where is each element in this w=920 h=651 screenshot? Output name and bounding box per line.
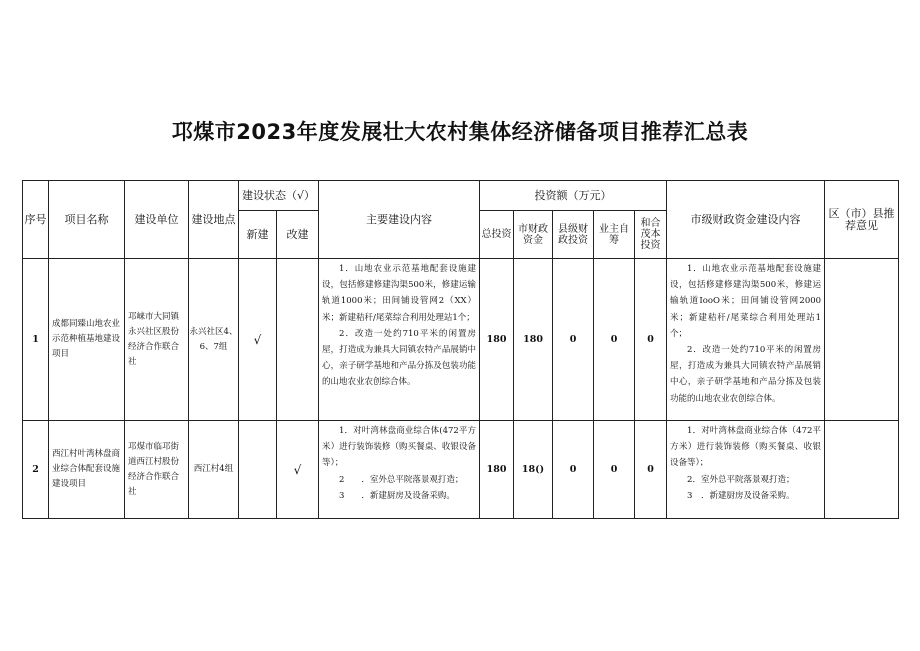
content-paragraph: 1．对叶湾林盘商业综合体(472平方米）进行装饰装修（购买餐桌、收银设备等）； [322, 426, 477, 469]
row-location: 永兴社区4、6、7组 [189, 259, 239, 421]
content-paragraph: 2．室外总平院落景观打造； [687, 474, 795, 485]
row-unit: 邛崃市大同镇永兴社区股份经济合作联合社 [125, 259, 189, 421]
row-city-fund-content [667, 421, 825, 519]
row-content [319, 259, 480, 421]
content-paragraph: 2．改造一处约710平米的闲置房屋，打造成为兼具大同镇农特产品展销中心，亲子研学基地和产品分拣及包装功能的山地农业农创综合体。 [670, 345, 822, 404]
header-unit: 建设单位 [125, 181, 189, 259]
header-investment: 投资额（万元） [480, 181, 667, 211]
row-inv-other: 0 [635, 421, 667, 519]
row-inv-city: 18() [514, 421, 553, 519]
row-inv-county: 0 [553, 259, 594, 421]
row-status-rebuild: √ [277, 421, 319, 519]
row-status-new: √ [239, 259, 277, 421]
summary-table [22, 180, 899, 519]
header-inv-other: 和合茂本投资 [635, 211, 667, 259]
row-city-fund-content [667, 259, 825, 421]
header-inv-city: 市财政资金 [514, 211, 553, 259]
row-inv-other: 0 [635, 259, 667, 421]
row-unit: 邛煤市临邛街道西江村股份经济合作联合社 [125, 421, 189, 519]
header-status: 建设状态（√） [239, 181, 319, 211]
table-row [23, 259, 899, 421]
row-inv-total: 180 [480, 259, 514, 421]
content-paragraph: 1．对叶湾林盘商业综合体（472平方米）进行装饰装修（购买餐桌、收银设备等）； [670, 426, 822, 469]
row-inv-owner: 0 [594, 259, 635, 421]
content-paragraph: 2 ．室外总平院落景观打造； [339, 474, 464, 485]
row-opinion [825, 259, 899, 421]
row-inv-total: 180 [480, 421, 514, 519]
header-city-fund-content: 市级财政资金建设内容 [667, 181, 825, 259]
header-opinion: 区（市）县推荐意见 [825, 181, 899, 259]
header-inv-owner: 业主自筹 [594, 211, 635, 259]
row-opinion [825, 421, 899, 519]
content-paragraph: 2．改造一处约710平米的闲置房屋，打造成为兼具大同镇农特产品展销中心，亲子研学基地和产品分拣及包装功能的山地农业农创综合体。 [322, 328, 477, 388]
row-seq: 1 [23, 259, 49, 421]
header-inv-total: 总投资 [480, 211, 514, 259]
row-project-name: 西江村叶湾林盘商业综合体配套设施建设项目 [49, 421, 125, 519]
row-status-rebuild [277, 259, 319, 421]
row-inv-city: 180 [514, 259, 553, 421]
page-title: 邛煤市2023年度发展壮大农村集体经济储备项目推荐汇总表 [171, 120, 749, 144]
row-content [319, 421, 480, 519]
table-row [23, 421, 899, 519]
content-paragraph: 3 ．新建厨房及设备采购。 [339, 490, 455, 501]
row-location: 西江村4组 [189, 421, 239, 519]
row-project-name: 成都同臻山地农业示范种植基地建设项目 [49, 259, 125, 421]
content-paragraph: 1．山地农业示范基地配套设施建设，包括修建修建沟渠500米，修建运输轨道IooO米；田间铺设管网2000米；新建秸秆/尾菜综合利用处理站1个； [670, 264, 822, 339]
row-status-new [239, 421, 277, 519]
header-inv-county: 县级财政投资 [553, 211, 594, 259]
header-content: 主要建设内容 [319, 181, 480, 259]
header-project-name: 项目名称 [49, 181, 125, 259]
row-inv-owner: 0 [594, 421, 635, 519]
row-seq: 2 [23, 421, 49, 519]
header-seq: 序号 [23, 181, 49, 259]
header-status-rebuild: 改建 [277, 211, 319, 259]
content-paragraph: 1．山地农业示范基地配套设施建设，包括修建修建沟渠500米，修建运输轨道1000米；田间铺设管网2（XX）米；新建秸秆/尾菜综合利用处理站1个； [322, 264, 477, 323]
header-location: 建设地点 [189, 181, 239, 259]
content-paragraph: 3 ．新建厨房及设备采购。 [687, 490, 795, 501]
header-status-new: 新建 [239, 211, 277, 259]
row-inv-county: 0 [553, 421, 594, 519]
